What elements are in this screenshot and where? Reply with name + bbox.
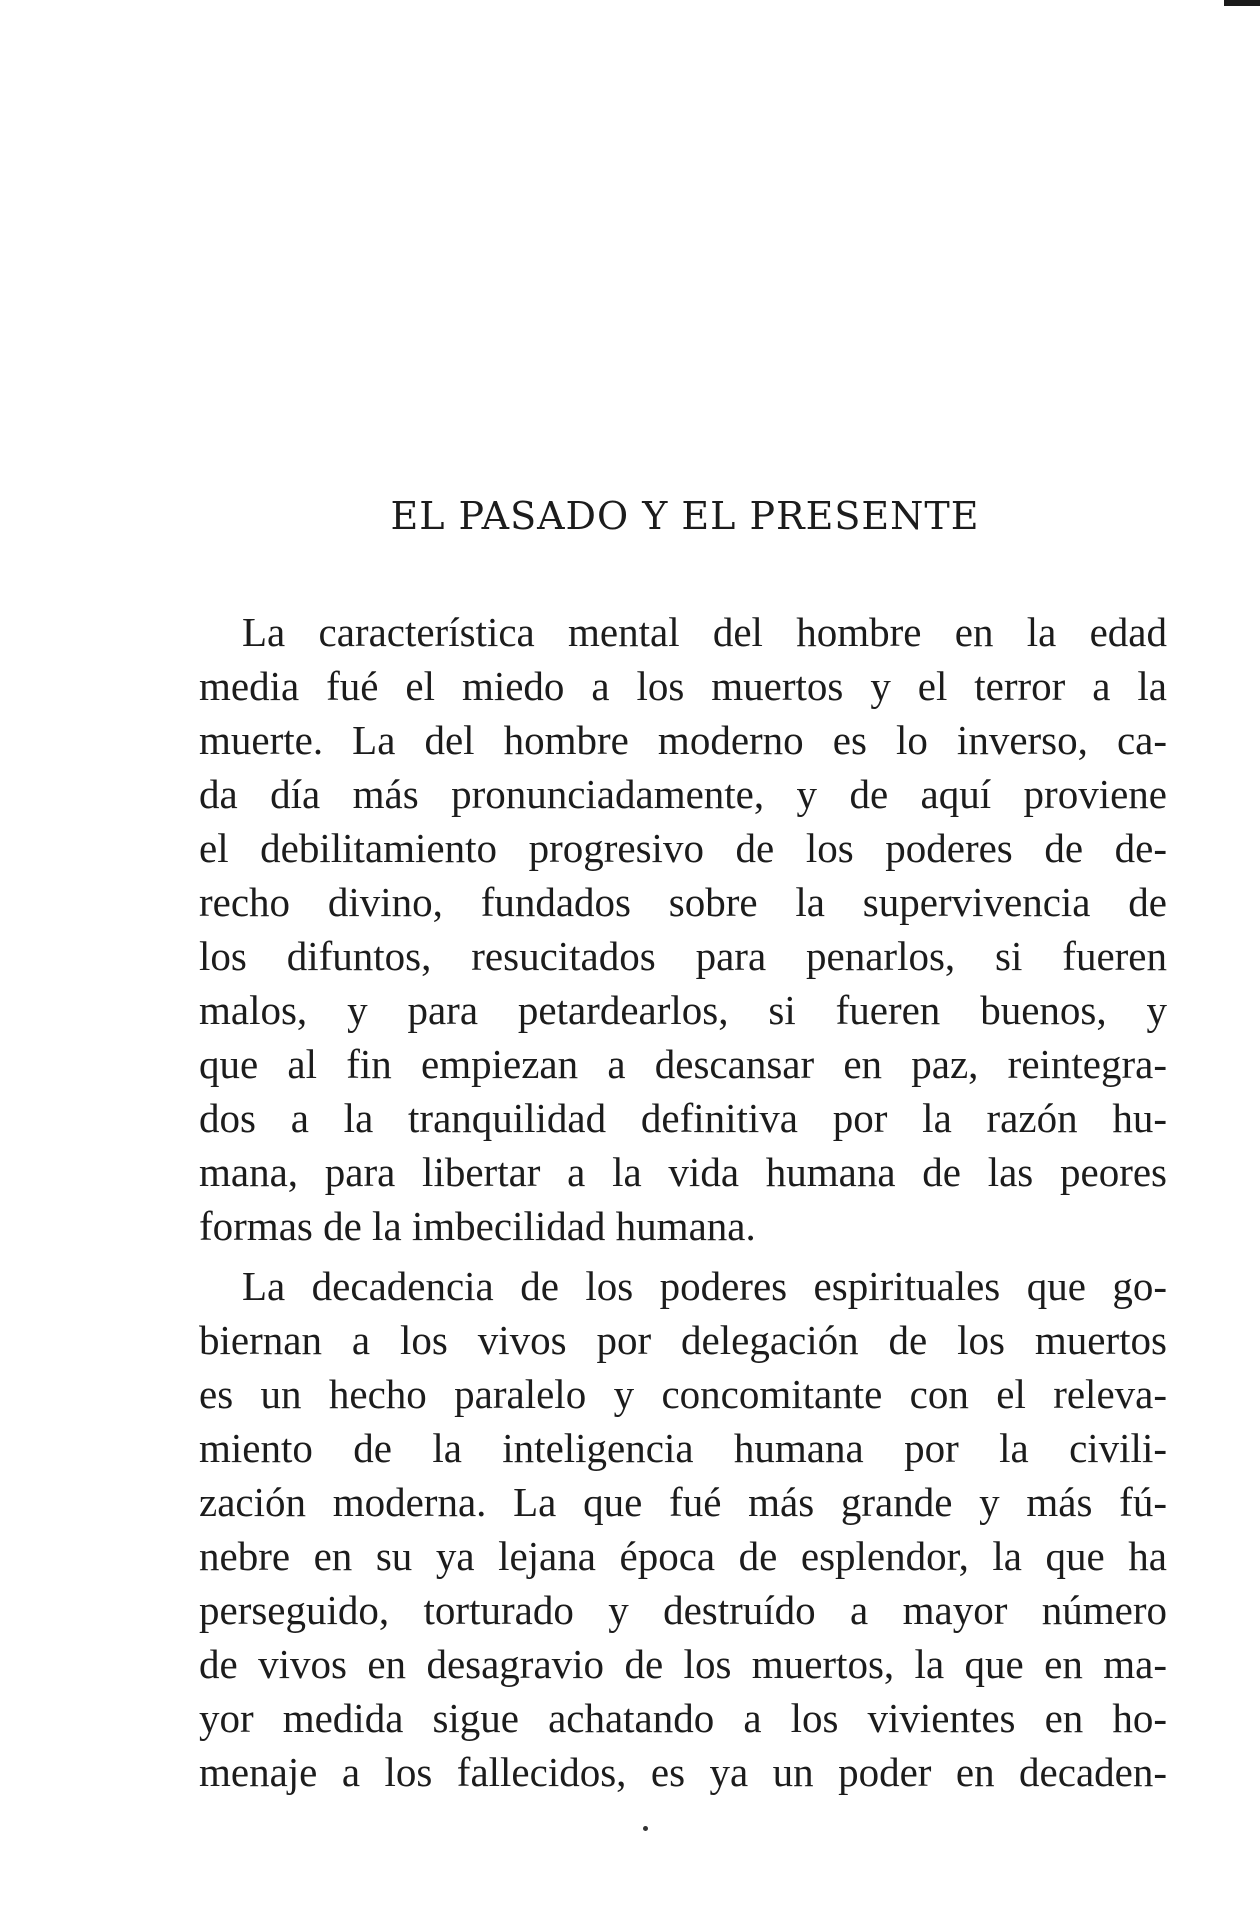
text-line: mana, para libertar a la vida humana de las peores	[199, 1149, 1167, 1195]
text-line: el debilitamiento progresivo de los poderes de de-	[199, 825, 1167, 871]
text-line: miento de la inteligencia humana por la civili-	[199, 1425, 1167, 1471]
print-speck	[643, 1826, 648, 1831]
text-line: media fué el miedo a los muertos y el terror a la	[199, 663, 1167, 709]
text-line: nebre en su ya lejana época de esplendor, la que ha	[199, 1533, 1167, 1579]
text-line: malos, y para petardearlos, si fueren buenos, y	[199, 987, 1167, 1033]
scan-corner-mark	[1224, 0, 1260, 6]
text-line: que al fin empiezan a descansar en paz, reintegra-	[199, 1041, 1167, 1087]
text-line: es un hecho paralelo y concomitante con el releva-	[199, 1371, 1167, 1417]
text-line: La característica mental del hombre en la edad	[242, 609, 1167, 655]
text-line: menaje a los fallecidos, es ya un poder en decaden-	[199, 1749, 1167, 1795]
text-line: perseguido, torturado y destruído a mayor número	[199, 1587, 1167, 1633]
text-line: La decadencia de los poderes espirituales que go-	[242, 1263, 1167, 1309]
text-line: dos a la tranquilidad definitiva por la razón hu-	[199, 1095, 1167, 1141]
text-line: biernan a los vivos por delegación de los muertos	[199, 1317, 1167, 1363]
text-line: muerte. La del hombre moderno es lo inverso, ca-	[199, 717, 1167, 763]
text-line: yor medida sigue achatando a los vivientes en ho-	[199, 1695, 1167, 1741]
chapter-title: EL PASADO Y EL PRESENTE	[390, 494, 980, 538]
text-line: de vivos en desagravio de los muertos, la que en ma-	[199, 1641, 1167, 1687]
text-line: los difuntos, resucitados para penarlos, si fueren	[199, 933, 1167, 979]
text-line: recho divino, fundados sobre la supervivencia de	[199, 879, 1167, 925]
text-line: formas de la imbecilidad humana.	[199, 1203, 756, 1249]
text-line: da día más pronunciadamente, y de aquí proviene	[199, 771, 1167, 817]
text-line: zación moderna. La que fué más grande y más fú-	[199, 1479, 1167, 1525]
